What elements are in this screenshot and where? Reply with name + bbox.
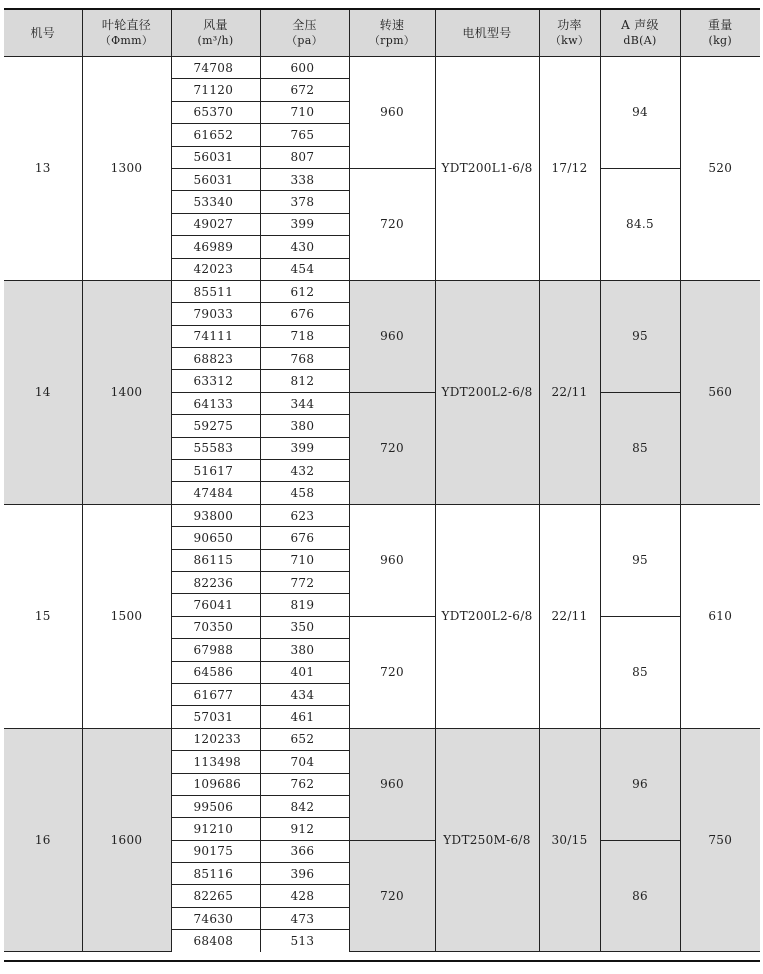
table-row <box>4 504 760 526</box>
header-sound-level: A 声级 dB(A) <box>600 10 680 57</box>
weight-cell: 560 <box>680 280 760 504</box>
airflow-cell: 59275 <box>171 415 260 437</box>
pressure-cell: 430 <box>260 236 349 258</box>
airflow-cell: 79033 <box>171 303 260 325</box>
airflow-cell: 113498 <box>171 751 260 773</box>
airflow-cell: 71120 <box>171 79 260 101</box>
speed-cell: 720 <box>349 840 435 951</box>
speed-cell: 960 <box>349 728 435 840</box>
sound-level-cell: 95 <box>600 504 680 616</box>
pressure-cell: 912 <box>260 818 349 840</box>
pressure-cell: 672 <box>260 79 349 101</box>
airflow-cell: 56031 <box>171 146 260 168</box>
model-no-cell: 15 <box>4 504 82 728</box>
airflow-cell: 85116 <box>171 863 260 885</box>
pressure-cell: 378 <box>260 191 349 213</box>
sound-level-cell: 86 <box>600 840 680 951</box>
sound-level-cell: 85 <box>600 616 680 728</box>
speed-cell: 960 <box>349 57 435 169</box>
motor-model-cell: YDT200L2-6/8 <box>435 280 539 504</box>
airflow-cell: 65370 <box>171 101 260 123</box>
airflow-cell: 55583 <box>171 437 260 459</box>
airflow-cell: 53340 <box>171 191 260 213</box>
speed-cell: 960 <box>349 504 435 616</box>
pressure-cell: 676 <box>260 527 349 549</box>
airflow-cell: 56031 <box>171 168 260 190</box>
header-motor-model: 电机型号 <box>435 10 539 57</box>
impeller-diameter-cell: 1300 <box>82 57 171 281</box>
table-row <box>4 57 760 79</box>
airflow-cell: 99506 <box>171 795 260 817</box>
fan-model-group <box>4 728 760 951</box>
pressure-cell: 652 <box>260 728 349 750</box>
weight-cell: 610 <box>680 504 760 728</box>
weight-cell: 750 <box>680 728 760 951</box>
airflow-cell: 64133 <box>171 392 260 414</box>
model-no-cell: 14 <box>4 280 82 504</box>
header-power: 功率 （kw） <box>539 10 600 57</box>
pressure-cell: 812 <box>260 370 349 392</box>
pressure-cell: 807 <box>260 146 349 168</box>
pressure-cell: 366 <box>260 840 349 862</box>
power-cell: 22/11 <box>539 504 600 728</box>
airflow-cell: 64586 <box>171 661 260 683</box>
header-speed: 转速 （rpm） <box>349 10 435 57</box>
sound-level-cell: 94 <box>600 57 680 169</box>
airflow-cell: 74111 <box>171 325 260 347</box>
sound-level-cell: 84.5 <box>600 168 680 280</box>
airflow-cell: 82265 <box>171 885 260 907</box>
airflow-cell: 74630 <box>171 907 260 929</box>
header-airflow: 风量 (m³/h) <box>171 10 260 57</box>
header-impeller-diameter: 叶轮直径 （Φmm） <box>82 10 171 57</box>
airflow-cell: 120233 <box>171 728 260 750</box>
header-total-pressure: 全压 （pa） <box>260 10 349 57</box>
pressure-cell: 461 <box>260 706 349 728</box>
pressure-cell: 612 <box>260 280 349 302</box>
sound-level-cell: 85 <box>600 392 680 504</box>
fan-model-group <box>4 57 760 281</box>
impeller-diameter-cell: 1500 <box>82 504 171 728</box>
power-cell: 22/11 <box>539 280 600 504</box>
pressure-cell: 710 <box>260 549 349 571</box>
impeller-diameter-cell: 1600 <box>82 728 171 951</box>
pressure-cell: 718 <box>260 325 349 347</box>
pressure-cell: 401 <box>260 661 349 683</box>
airflow-cell: 46989 <box>171 236 260 258</box>
pressure-cell: 473 <box>260 907 349 929</box>
pressure-cell: 380 <box>260 415 349 437</box>
speed-cell: 720 <box>349 168 435 280</box>
airflow-cell: 90175 <box>171 840 260 862</box>
airflow-cell: 93800 <box>171 504 260 526</box>
pressure-cell: 454 <box>260 258 349 280</box>
motor-model-cell: YDT250M-6/8 <box>435 728 539 951</box>
pressure-cell: 704 <box>260 751 349 773</box>
airflow-cell: 76041 <box>171 594 260 616</box>
airflow-cell: 51617 <box>171 460 260 482</box>
pressure-cell: 380 <box>260 639 349 661</box>
airflow-cell: 47484 <box>171 482 260 504</box>
airflow-cell: 109686 <box>171 773 260 795</box>
fan-model-group <box>4 504 760 728</box>
fan-model-group <box>4 280 760 504</box>
pressure-cell: 344 <box>260 392 349 414</box>
pressure-cell: 428 <box>260 885 349 907</box>
pressure-cell: 762 <box>260 773 349 795</box>
weight-cell: 520 <box>680 57 760 281</box>
pressure-cell: 842 <box>260 795 349 817</box>
speed-cell: 720 <box>349 392 435 504</box>
motor-model-cell: YDT200L2-6/8 <box>435 504 539 728</box>
sound-level-cell: 96 <box>600 728 680 840</box>
airflow-cell: 61652 <box>171 124 260 146</box>
speed-cell: 720 <box>349 616 435 728</box>
pressure-cell: 399 <box>260 437 349 459</box>
pressure-cell: 768 <box>260 348 349 370</box>
pressure-cell: 513 <box>260 930 349 952</box>
header-weight: 重量 (kg) <box>680 10 760 57</box>
airflow-cell: 67988 <box>171 639 260 661</box>
airflow-cell: 70350 <box>171 616 260 638</box>
airflow-cell: 68823 <box>171 348 260 370</box>
table-row <box>4 280 760 302</box>
airflow-cell: 82236 <box>171 571 260 593</box>
airflow-cell: 74708 <box>171 57 260 79</box>
pressure-cell: 623 <box>260 504 349 526</box>
pressure-cell: 434 <box>260 683 349 705</box>
airflow-cell: 91210 <box>171 818 260 840</box>
pressure-cell: 350 <box>260 616 349 638</box>
pressure-cell: 458 <box>260 482 349 504</box>
airflow-cell: 63312 <box>171 370 260 392</box>
fan-performance-table <box>4 10 760 952</box>
pressure-cell: 710 <box>260 101 349 123</box>
model-no-cell: 16 <box>4 728 82 951</box>
pressure-cell: 765 <box>260 124 349 146</box>
pressure-cell: 600 <box>260 57 349 79</box>
pressure-cell: 338 <box>260 168 349 190</box>
pressure-cell: 396 <box>260 863 349 885</box>
airflow-cell: 57031 <box>171 706 260 728</box>
pressure-cell: 772 <box>260 571 349 593</box>
table-row <box>4 728 760 750</box>
model-no-cell: 13 <box>4 57 82 281</box>
airflow-cell: 68408 <box>171 930 260 952</box>
header-row <box>4 10 760 57</box>
power-cell: 30/15 <box>539 728 600 951</box>
airflow-cell: 86115 <box>171 549 260 571</box>
pressure-cell: 399 <box>260 213 349 235</box>
pressure-cell: 676 <box>260 303 349 325</box>
motor-model-cell: YDT200L1-6/8 <box>435 57 539 281</box>
airflow-cell: 90650 <box>171 527 260 549</box>
table-header <box>4 10 760 57</box>
airflow-cell: 42023 <box>171 258 260 280</box>
fan-spec-sheet <box>4 8 760 962</box>
speed-cell: 960 <box>349 280 435 392</box>
airflow-cell: 49027 <box>171 213 260 235</box>
airflow-cell: 85511 <box>171 280 260 302</box>
power-cell: 17/12 <box>539 57 600 281</box>
impeller-diameter-cell: 1400 <box>82 280 171 504</box>
pressure-cell: 819 <box>260 594 349 616</box>
header-model-no: 机号 <box>4 10 82 57</box>
pressure-cell: 432 <box>260 460 349 482</box>
airflow-cell: 61677 <box>171 683 260 705</box>
sound-level-cell: 95 <box>600 280 680 392</box>
